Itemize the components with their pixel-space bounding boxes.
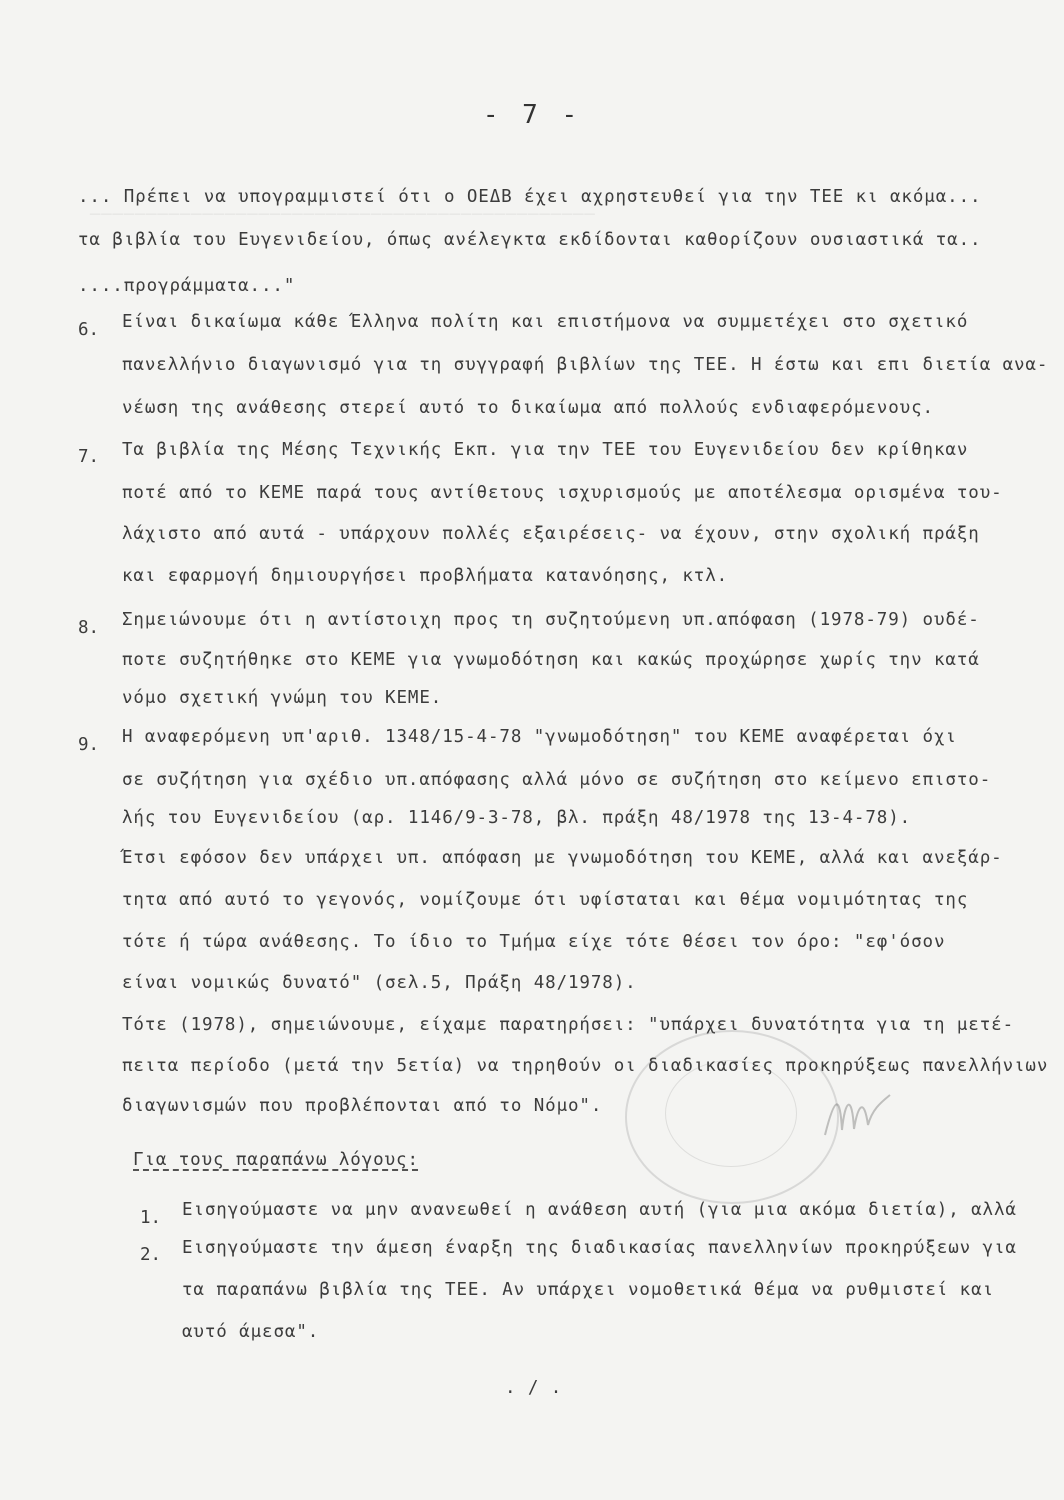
text-line: τα βιβλία του Ευγενιδείου, όπως ανέλεγκτα εκδίδονται καθορίζουν ουσιαστικά τα.. xyxy=(78,230,982,250)
text-line: Έτσι εφόσον δεν υπάρχει υπ. απόφαση με γνωμοδότηση του ΚΕΜΕ, αλλά και ανεξάρ- xyxy=(122,848,1003,868)
text-line: Τότε (1978), σημειώνουμε, είχαμε παρατηρήσει: "υπάρχει δυνατότητα για τη μετέ- xyxy=(122,1015,1014,1035)
continuation-mark: . / . xyxy=(505,1378,563,1398)
text-line: πειτα περίοδο (μετά την 5ετία) να τηρηθούν οι διαδικασίες προκηρύξεως πανελλήνιων xyxy=(122,1056,1049,1076)
text-line: πανελλήνιο διαγωνισμό για τη συγγραφή βιβλίων της ΤΕΕ. Η έστω και επι διετία ανα- xyxy=(122,355,1049,375)
text-line: νέωση της ανάθεσης στερεί αυτό το δικαίωμα από πολλούς ενδιαφερόμενους. xyxy=(122,398,934,418)
item-number: 6. xyxy=(78,320,100,340)
text-line: σε συζήτηση για σχέδιο υπ.απόφασης αλλά μόνο σε συζήτηση στο κείμενο επιστο- xyxy=(122,770,992,790)
text-line: ....προγράμματα..." xyxy=(78,276,296,296)
text-line: Είναι δικαίωμα κάθε Έλληνα πολίτη και επιστήμονα να συμμετέχει στο σχετικό xyxy=(122,312,969,332)
text-line: τότε ή τώρα ανάθεσης. Το ίδιο το Τμήμα είχε τότε θέσει τον όρο: "εφ'όσον xyxy=(122,932,946,952)
text-line: Σημειώνουμε ότι η αντίστοιχη προς τη συζητούμενη υπ.απόφαση (1978-79) ουδέ- xyxy=(122,610,980,630)
item-number: 8. xyxy=(78,618,100,638)
item-number: 7. xyxy=(78,447,100,467)
item-number: 9. xyxy=(78,735,100,755)
text-line: τητα από αυτό το γεγονός, νομίζουμε ότι υφίσταται και θέμα νομιμότητας της xyxy=(122,890,969,910)
text-line: ποτε συζητήθηκε στο ΚΕΜΕ για γνωμοδότηση και κακώς προχώρησε χωρίς την κατά xyxy=(122,650,980,670)
text-line: διαγωνισμών που προβλέπονται από το Νόμο". xyxy=(122,1096,603,1116)
item-number: 1. xyxy=(140,1208,162,1228)
text-line: λής του Ευγενιδείου (αρ. 1146/9-3-78, βλ. πράξη 48/1978 της 13-4-78). xyxy=(122,808,912,828)
text-line: Εισηγούμαστε την άμεση έναρξη της διαδικασίας πανελληνίων προκηρύξεων για xyxy=(182,1238,1017,1258)
section-heading: Για τους παραπάνω λόγους: xyxy=(133,1150,419,1170)
bleed-through-text: ───────────────────────────────────────────── xyxy=(90,205,596,225)
item-number: 2. xyxy=(140,1245,162,1265)
text-line: Η αναφερόμενη υπ'αριθ. 1348/15-4-78 "γνωμοδότηση" του ΚΕΜΕ αναφέρεται όχι xyxy=(122,727,957,747)
text-line: νόμο σχετική γνώμη του ΚΕΜΕ. xyxy=(122,688,443,708)
text-line: ποτέ από το ΚΕΜΕ παρά τους αντίθετους ισχυρισμούς με αποτέλεσμα ορισμένα του- xyxy=(122,483,1003,503)
page-number: - 7 - xyxy=(482,100,582,130)
text-line: και εφαρμογή δημιουργήσει προβλήματα κατανόησης, κτλ. xyxy=(122,566,729,586)
text-line: τα παραπάνω βιβλία της ΤΕΕ. Αν υπάρχει νομοθετικά θέμα να ρυθμιστεί και xyxy=(182,1280,994,1300)
text-line: Τα βιβλία της Μέσης Τεχνικής Εκπ. για την ΤΕΕ του Ευγενιδείου δεν κρίθηκαν xyxy=(122,440,969,460)
text-line: είναι νομικώς δυνατό" (σελ.5, Πράξη 48/1978). xyxy=(122,973,637,993)
text-line: λάχιστο από αυτά - υπάρχουν πολλές εξαιρέσεις- να έχουν, στην σχολική πράξη xyxy=(122,524,980,544)
text-line: αυτό άμεσα". xyxy=(182,1322,320,1342)
official-stamp-inner-ring xyxy=(665,1060,797,1167)
text-line: ... Πρέπει να υπογραμμιστεί ότι ο ΟΕΔΒ έχει αχρηστευθεί για την ΤΕΕ κι ακόμα... xyxy=(78,187,982,207)
text-line: Εισηγούμαστε να μην ανανεωθεί η ανάθεση αυτή (για μια ακόμα διετία), αλλά xyxy=(182,1200,1017,1220)
signature xyxy=(820,1085,900,1145)
